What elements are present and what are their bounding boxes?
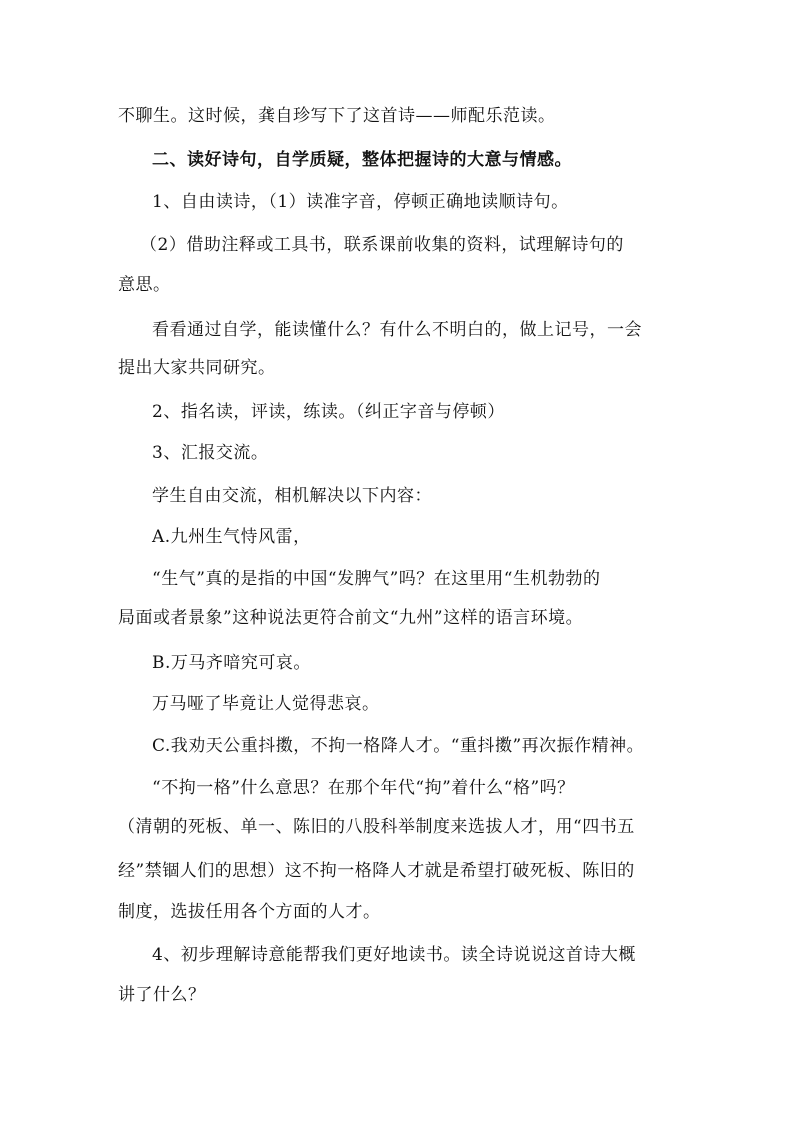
- paragraph-line: 看看通过自学，能读懂什么？有什么不明白的，做上记号，一会: [152, 320, 642, 340]
- paragraph-line: 制度，选拔任用各个方面的人才。: [118, 902, 381, 922]
- paragraph-line: 讲了什么？: [118, 985, 206, 1005]
- paragraph-line: （清朝的死板、单一、陈旧的八股科举制度来选拔人才，用“四书五: [118, 817, 635, 837]
- list-item: 2、指名读，评读，练读。（纠正字音与停顿）: [152, 402, 505, 422]
- list-item: B.万马齐喑究可哀。: [152, 653, 311, 673]
- list-item: A.九州生气恃风雷，: [152, 527, 311, 547]
- list-item: 1、自由读诗，（1）读准字音，停顿正确地读顺诗句。: [152, 192, 569, 212]
- paragraph-line: 意思。: [118, 275, 171, 295]
- list-item: 3、汇报交流。: [152, 443, 269, 463]
- list-item: （2）借助注释或工具书，联系课前收集的资料，试理解诗句的: [140, 235, 624, 255]
- paragraph-line: 不聊生。这时候，龚自珍写下了这首诗——师配乐范读。: [118, 106, 556, 126]
- paragraph-line: “不拘一格”什么意思？在那个年代“拘”着什么“格”吗？: [152, 778, 575, 798]
- list-item: C.我劝天公重抖擞，不拘一格降人才。“重抖擞”再次振作精神。: [152, 736, 645, 756]
- paragraph-line: 经”禁锢人们的思想）这不拘一格降人才就是希望打破死板、陈旧的: [118, 861, 635, 881]
- paragraph-line: 学生自由交流，相机解决以下内容：: [152, 486, 432, 506]
- paragraph-line: “生气”真的是指的中国“发脾气”吗？在这里用“生机勃勃的: [152, 569, 601, 589]
- paragraph-line: 提出大家共同研究。: [118, 358, 276, 378]
- paragraph-line: 局面或者景象”这种说法更符合前文“九州”这样的语言环境。: [118, 608, 584, 628]
- list-item: 4、初步理解诗意能帮我们更好地读书。读全诗说说这首诗大概: [152, 945, 636, 965]
- paragraph-line: 万马哑了毕竟让人觉得悲哀。: [152, 694, 380, 714]
- section-heading: 二、读好诗句，自学质疑，整体把握诗的大意与情感。: [152, 150, 572, 170]
